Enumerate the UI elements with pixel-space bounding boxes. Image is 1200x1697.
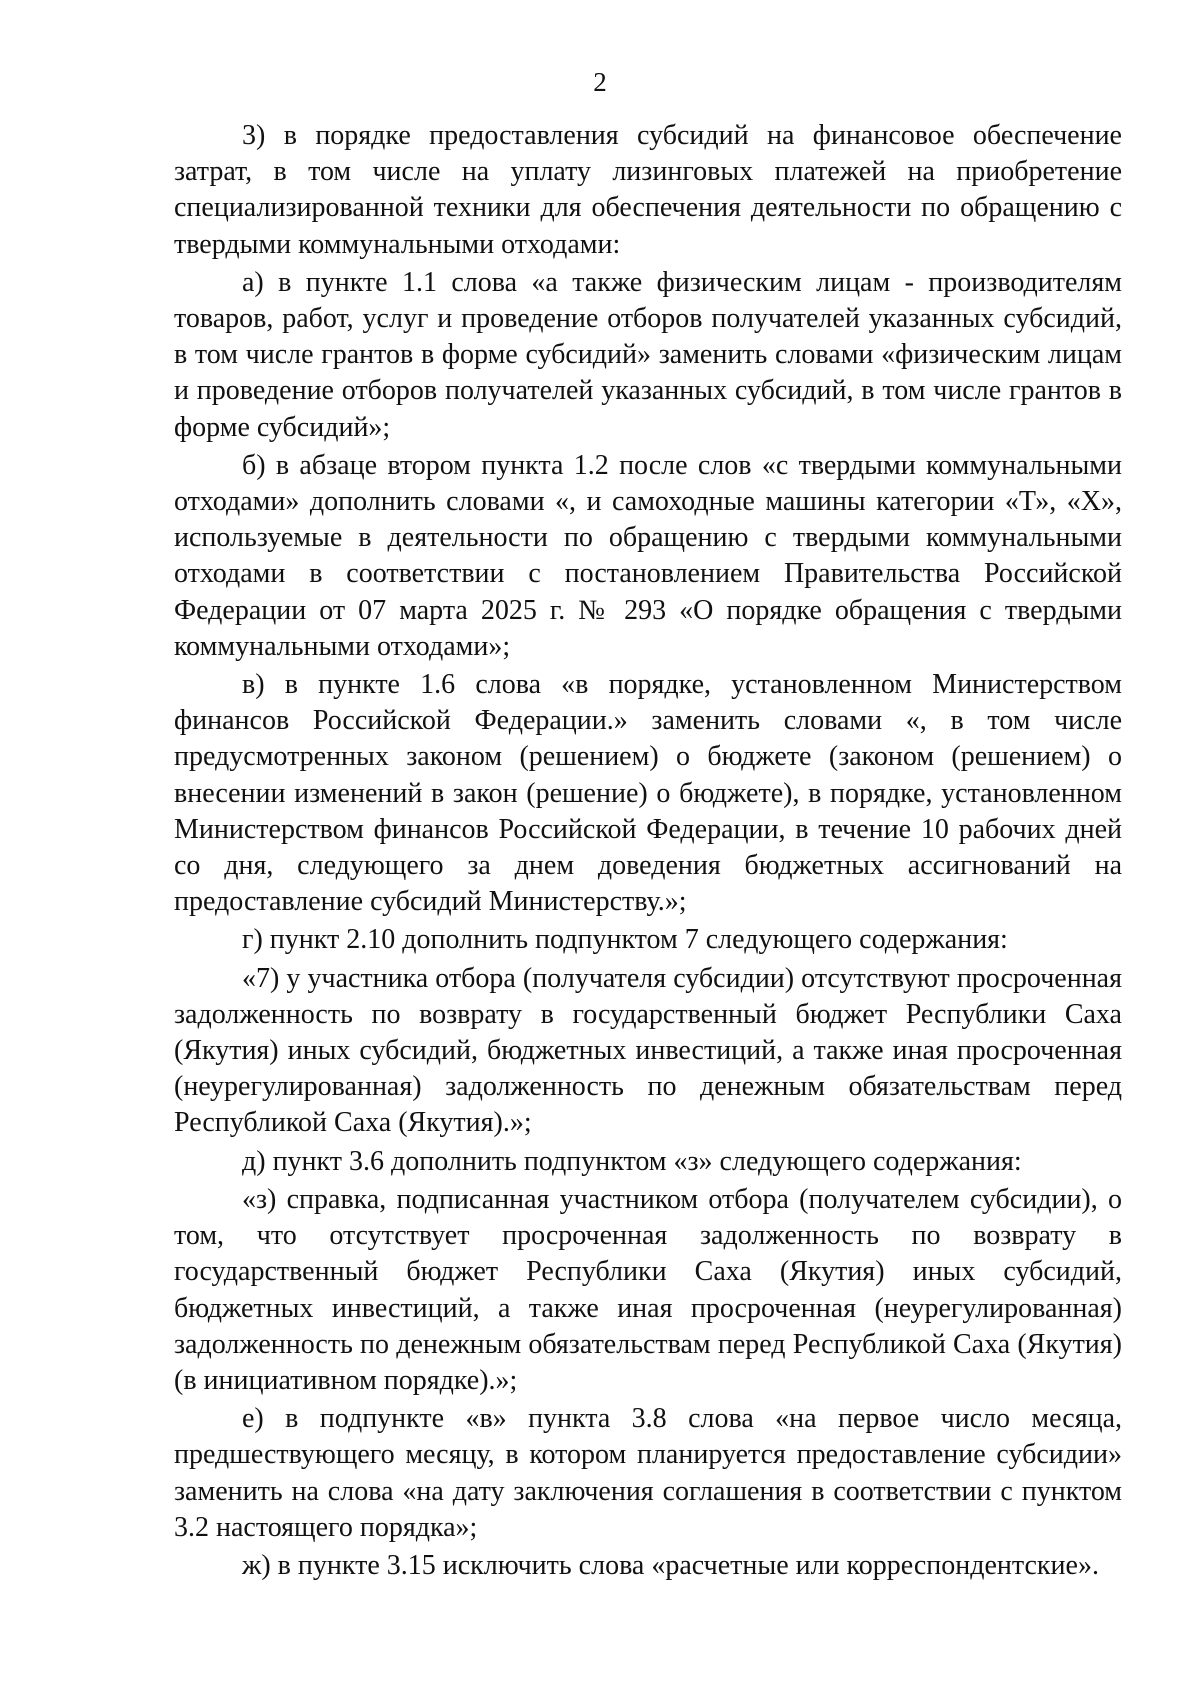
paragraph-subitem-v: в) в пункте 1.6 слова «в порядке, установленном Министерством финансов Российской Федерации.» заменить словами «, в том числе предусмотренных законом (решением) о бюджете (законом (решением) о внесении изменений в закон (решение) о бюджете), в порядке, установленном Министерством финансов Российской Федерации, в течение 10 рабочих дней со дня, следующего за днем доведения бюджетных ассигнований на предоставление субсидий Министерству.»;	[174, 669, 1122, 918]
paragraph-quote-7: «7) у участника отбора (получателя субсидии) отсутствуют просроченная задолженность по возврату в государственный бюджет Республики Саха (Якутия) иных субсидий, бюджетных инвестиций, а также иная просроченная (неурегулированная) задолженность по денежным обязательствам перед Республикой Саха (Якутия).»;	[174, 962, 1122, 1139]
paragraph-item-3: 3) в порядке предоставления субсидий на финансовое обеспечение затрат, в том числе на уплату лизинговых платежей на приобретение специализированной техники для обеспечения деятельности по обращению с твердыми коммунальными отходами:	[174, 120, 1122, 260]
paragraph-subitem-b: б) в абзаце втором пункта 1.2 после слов «с твердыми коммунальными отходами» дополнить словами «, и самоходные машины категории «Т», «Х», используемые в деятельности по обращению с твердыми коммунальными отходами в соответствии с постановлением Правительства Российской Федерации от 07 марта 2025 г. № 293 «О порядке обращения с твердыми коммунальными отходами»;	[174, 449, 1122, 662]
paragraph-subitem-d: д) пункт 3.6 дополнить подпунктом «з» следующего содержания:	[242, 1145, 1022, 1177]
document-body	[174, 118, 1122, 1586]
paragraph-subitem-e: е) в подпункте «в» пункта 3.8 слова «на первое число месяца, предшествующего месяцу, в котором планируется предоставление субсидии» заменить на слова «на дату заключения соглашения в соответствии с пунктом 3.2 настоящего порядка»;	[174, 1403, 1122, 1543]
paragraph-subitem-a: а) в пункте 1.1 слова «а также физическим лицам - производителям товаров, работ, услуг и проведение отборов получателей указанных субсидий, в том числе грантов в форме субсидий» заменить словами «физическим лицам и проведение отборов получателей указанных субсидий, в том числе грантов в форме субсидий»;	[174, 266, 1122, 443]
page-number: 2	[593, 67, 607, 97]
paragraph-quote-z: «з) справка, подписанная участником отбора (получателем субсидии), о том, что отсутствует просроченная задолженность по возврату в государственный бюджет Республики Саха (Якутия) иных субсидий, бюджетных инвестиций, а также иная просроченная (неурегулированная) задолженность по денежным обязательствам перед Республикой Саха (Якутия) (в инициативном порядке).»;	[174, 1183, 1122, 1396]
paragraph-subitem-zh: ж) в пункте 3.15 исключить слова «расчетные или корреспондентские».	[242, 1549, 1099, 1581]
paragraph-subitem-g: г) пункт 2.10 дополнить подпунктом 7 следующего содержания:	[242, 924, 1008, 956]
